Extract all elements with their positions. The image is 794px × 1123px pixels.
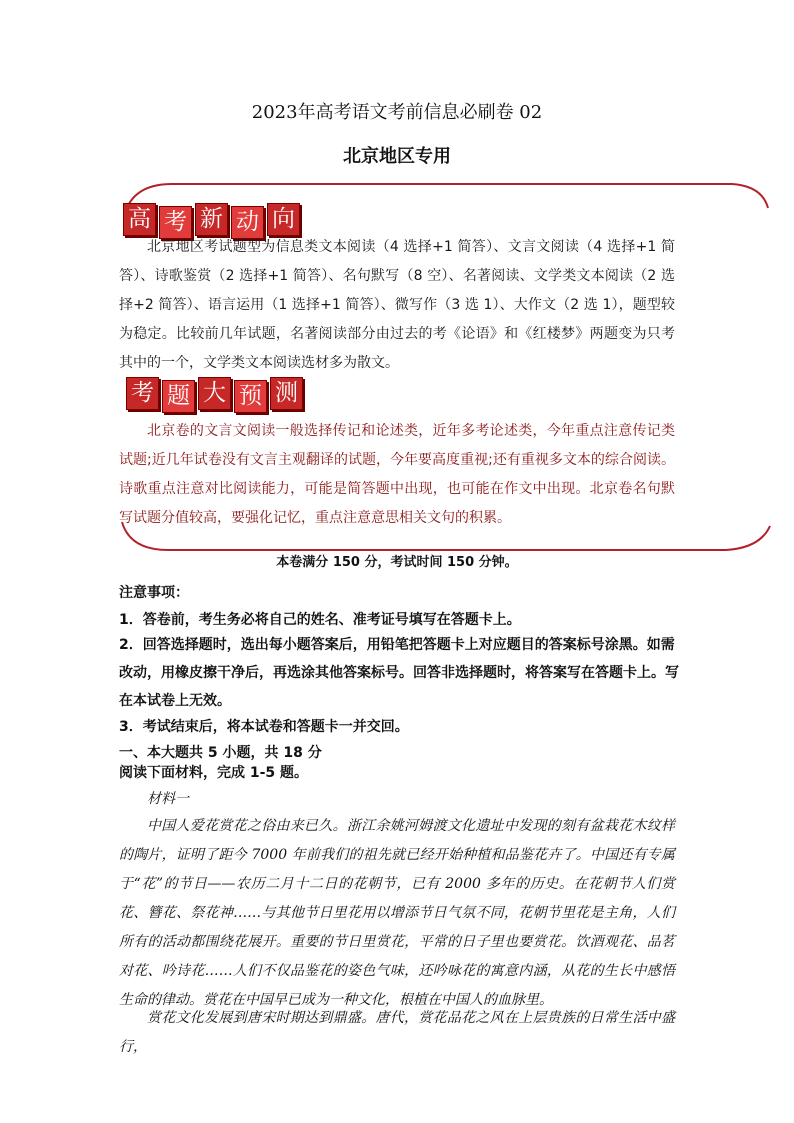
section-instruction: 阅读下面材料，完成 1-5 题。: [119, 765, 309, 781]
banner2-char: 大: [198, 377, 231, 410]
banner2-char: 预: [234, 380, 267, 413]
material-paragraph: 赏花文化发展到唐宋时期达到鼎盛。唐代，赏花品花之风在上层贵族的日常生活中盛行，: [119, 1010, 675, 1055]
banner2-char: 考: [126, 377, 159, 410]
banner-gaokao-xindongxiang: [123, 203, 303, 236]
banner2-char: 题: [162, 380, 195, 413]
banner2-char: 测: [270, 377, 303, 410]
exam-info: 本卷满分 150 分，考试时间 150 分钟。: [276, 555, 518, 570]
banner1-char: 考: [159, 206, 192, 239]
banner1-char: 向: [267, 203, 300, 236]
note-item: 2．回答选择题时，选出每小题答案后，用铅笔把答题卡上对应题目的答案标号涂黑。如需改动，用橡皮擦干净后，再选涂其他答案标号。回答非选择题时，将答案写在答题卡上。写在本试卷上无效。: [119, 637, 679, 709]
section-heading: 一、本大题共 5 小题，共 18 分: [119, 745, 322, 761]
banner-kaoti-dayuce: [126, 377, 306, 410]
material-paragraph: 中国人爱花赏花之俗由来已久。浙江余姚河姆渡文化遗址中发现的刻有盆栽花木纹样的陶片，证明了距今 7000 年前我们的祖先就已经开始种植和品鉴花卉了。中国还有专属于“花”的节日——农历二月十二日的花朝节，已有 2000 多年的历史。在花朝节人们赏花、簪花、祭花神……与其他节日里花用以增添节日气氛不同，花朝节里花是主角，人们所有的活动都围绕花展开。重要的节日里赏花，平常的日子里也要赏花。饮酒观花、品茗对花、吟诗花……人们不仅品鉴花的姿色气味，还吟咏花的寓意内涵，从花的生长中感悟生命的律动。赏花在中国早已成为一种文化，根植在中国人的血脉里。: [119, 818, 675, 1008]
material-label: 材料一: [147, 791, 189, 807]
banner1-char: 动: [231, 206, 264, 239]
banner1-char: 新: [195, 203, 228, 236]
note-item: 1．答卷前，考生务必将自己的姓名、准考证号填写在答题卡上。: [119, 612, 521, 628]
banner1-paragraph: 北京地区考试题型为信息类文本阅读（4 选择+1 简答）、文言文阅读（4 选择+1 简答）、诗歌鉴赏（2 选择+1 简答）、名句默写（8 空）、名著阅读、文学类文本阅读（2 选择+2 简答）、语言运用（1 选择+1 简答）、微写作（3 选 1）、大作文（2 选 1），题型较为稳定。比较前几年试题，名著阅读部分由过去的考《论语》和《红楼梦》两题变为只考其中的一个，文学类文本阅读选材多为散文。: [119, 239, 675, 371]
page-subtitle: 北京地区专用: [343, 146, 451, 167]
banner2-paragraph: 北京卷的文言文阅读一般选择传记和论述类，近年多考论述类，今年重点注意传记类试题;近几年试卷没有文言主观翻译的试题，今年要高度重视;还有重视多文本的综合阅读。诗歌重点注意对比阅读能力，可能是简答题中出现，也可能在作文中出现。北京卷名句默写试题分值较高，要强化记忆，重点注意意思相关文句的积累。: [119, 423, 675, 526]
notes-heading: 注意事项：: [119, 585, 189, 601]
banner1-char: 高: [123, 203, 156, 236]
note-item: 3．考试结束后，将本试卷和答题卡一并交回。: [119, 719, 409, 735]
page-title: 2023年高考语文考前信息必刷卷 02: [251, 102, 543, 123]
